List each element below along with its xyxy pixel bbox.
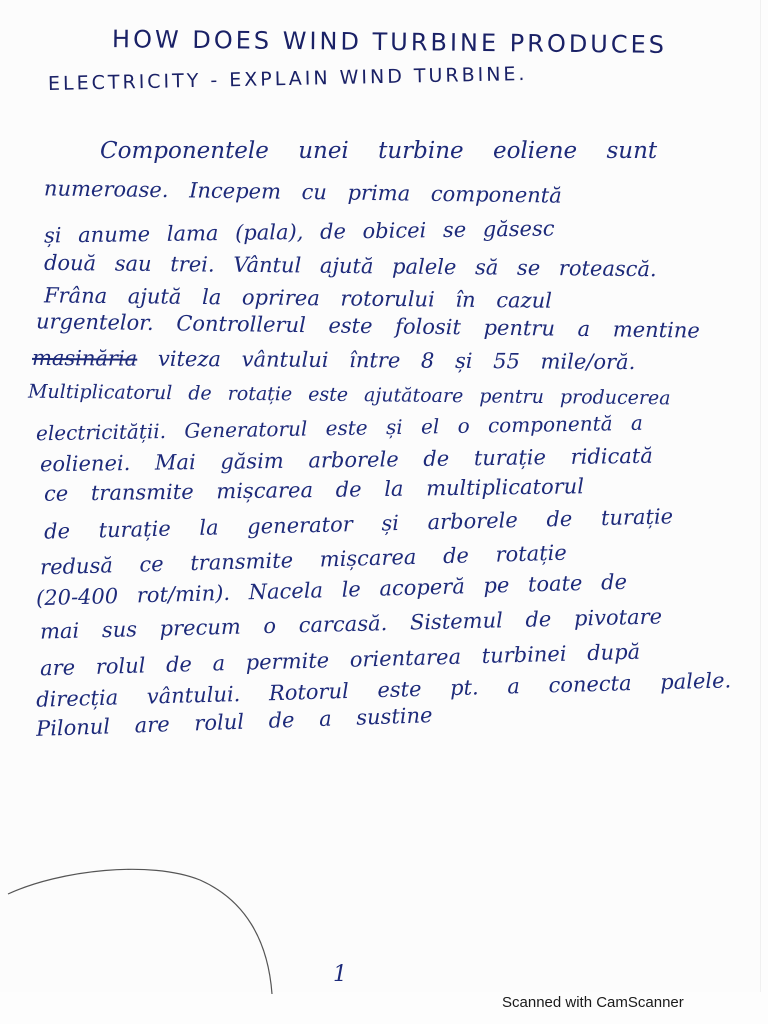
struck-word: masinăria — [31, 345, 138, 371]
text-line-14: (20-400 rot/min). Nacela le acoperă pe toate de — [35, 569, 628, 611]
text-line-5: Frâna ajută la oprirea rotorului în cazul — [43, 283, 553, 313]
text-line-11: ce transmite mișcarea de la multiplicatorul — [43, 474, 585, 506]
text-line-16: are rolul de a permite orientarea turbinei după — [39, 639, 641, 681]
text-line-12: de turație la generator și arborele de turație — [43, 504, 674, 544]
pencil-curve-mark — [0, 860, 290, 1000]
page-number: 1 — [333, 962, 347, 987]
text-line-8: Multiplicatorul de rotație este ajutătoare pentru producerea — [27, 380, 671, 410]
text-line-6: urgentelor. Controllerul este folosit pentru a mentine — [35, 309, 700, 343]
text-line-1: Componentele unei turbine eoliene sunt — [100, 138, 658, 164]
title-line-2: ELECTRICITY - EXPLAIN WIND TURBINE. — [47, 62, 528, 96]
text-line-7 — [31, 345, 636, 375]
title-line-1: HOW DOES WIND TURBINE PRODUCES — [111, 25, 668, 59]
text-line-9: electricității. Generatorul este și el o componentă a — [35, 410, 644, 446]
text-line-18: Pilonul are rolul de a sustine — [35, 703, 433, 741]
text-line-4: două sau trei. Vântul ajută palele să se rotească. — [43, 250, 657, 282]
text-line-7-content: viteza vântului între 8 și 55 mile/oră. — [157, 346, 636, 375]
text-line-10: eolienei. Mai găsim arborele de turație ridicată — [39, 443, 653, 477]
text-line-15: mai sus precum o carcasă. Sistemul de pivotare — [39, 604, 663, 644]
scanner-watermark: Scanned with CamScanner — [502, 994, 684, 1011]
text-line-13: redusă ce transmite mișcarea de rotație — [39, 540, 568, 580]
text-line-2: numeroase. Incepem cu prima componentă — [43, 176, 562, 208]
text-line-17: direcția vântului. Rotorul este pt. a conecta palele. — [35, 668, 732, 712]
text-line-3: și anume lama (pala), de obicei se găsesc — [43, 216, 555, 248]
